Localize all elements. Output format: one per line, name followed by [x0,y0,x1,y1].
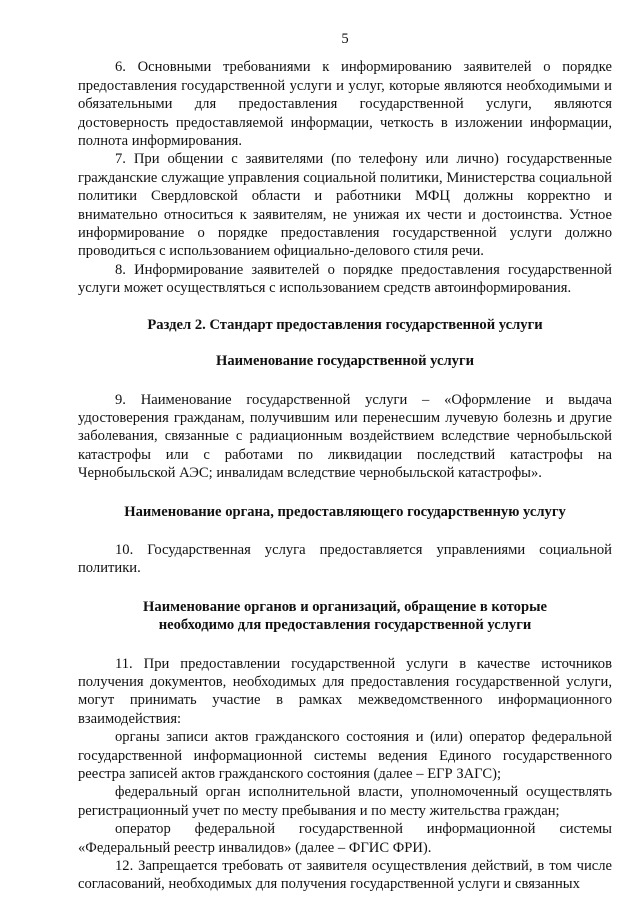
heading-authority: Наименование органа, предоставляющего государственную услугу [124,503,566,520]
heading-service-name: Наименование государственной услуги [216,353,474,370]
heading-organizations-line1: Наименование органов и организаций, обращение в которые [143,598,547,615]
heading-organizations [78,598,612,635]
paragraph-11: 11. При предоставлении государственной услуги в качестве источников получения документов, необходимых для предоставления государственной услуги, могут принимать участие в рамках межведомственного информационного взаимодействия: [78,655,612,727]
paragraph-7: 7. При общении с заявителями (по телефону или лично) государственные гражданские служащие управления социальной политики, Министерства социальной политики Свердловской области и работники МФЦ должны корректно и внимательно относиться к заявителям, не унижая их чести и достоинства. Устное информирование о порядке предоставления государственной услуги должно проводиться с использованием официально-делового стиля речи. [78,151,612,260]
page-number: 5 [341,31,349,47]
list-item-federal-authority: федеральный орган исполнительной власти, уполномоченный осуществлять регистрационный учет по месту пребывания и по месту жительства граждан; [78,784,612,819]
paragraph-9: 9. Наименование государственной услуги – «Оформление и выдача удостоверения гражданам, получившим или перенесшим лучевую болезнь и другие заболевания, связанные с радиационным воздействием вследствие чернобыльской катастрофы или с работами по ликвидации последствий катастрофы на Чернобыльской АЭС; инвалидам вследствие чернобыльской катастрофы». [78,391,612,482]
paragraph-10: 10. Государственная услуга предоставляется управлениями социальной политики. [78,541,612,577]
document-page [78,30,612,894]
paragraph-12: 12. Запрещается требовать от заявителя осуществления действий, в том числе согласований, необходимых для получения государственной услуги и связанных [78,858,612,893]
paragraph-6: 6. Основными требованиями к информированию заявителей о порядке предоставления государственной услуги и услуг, которые являются необходимыми и обязательными для предоставления государственной услуги, являются достоверность предоставляемой информации, четкость в изложении информации, полнота информирования. [78,59,612,150]
section-title: Раздел 2. Стандарт предоставления государственной услуги [147,316,543,333]
paragraph-8: 8. Информирование заявителей о порядке предоставления государственной услуги может осуществляться с использованием средств автоинформирования. [78,261,612,297]
list-item-zags: органы записи актов гражданского состояния и (или) оператор федеральной государственной информационной системы ведения Единого государственного реестра записей актов гражданского состояния (далее – ЕГР ЗАГС); [78,729,612,782]
heading-organizations-line2: необходимо для предоставления государственной услуги [158,617,532,634]
list-item-fgis-fri: оператор федеральной государственной информационной системы «Федеральный реестр инвалидов» (далее – ФГИС ФРИ). [78,821,612,856]
